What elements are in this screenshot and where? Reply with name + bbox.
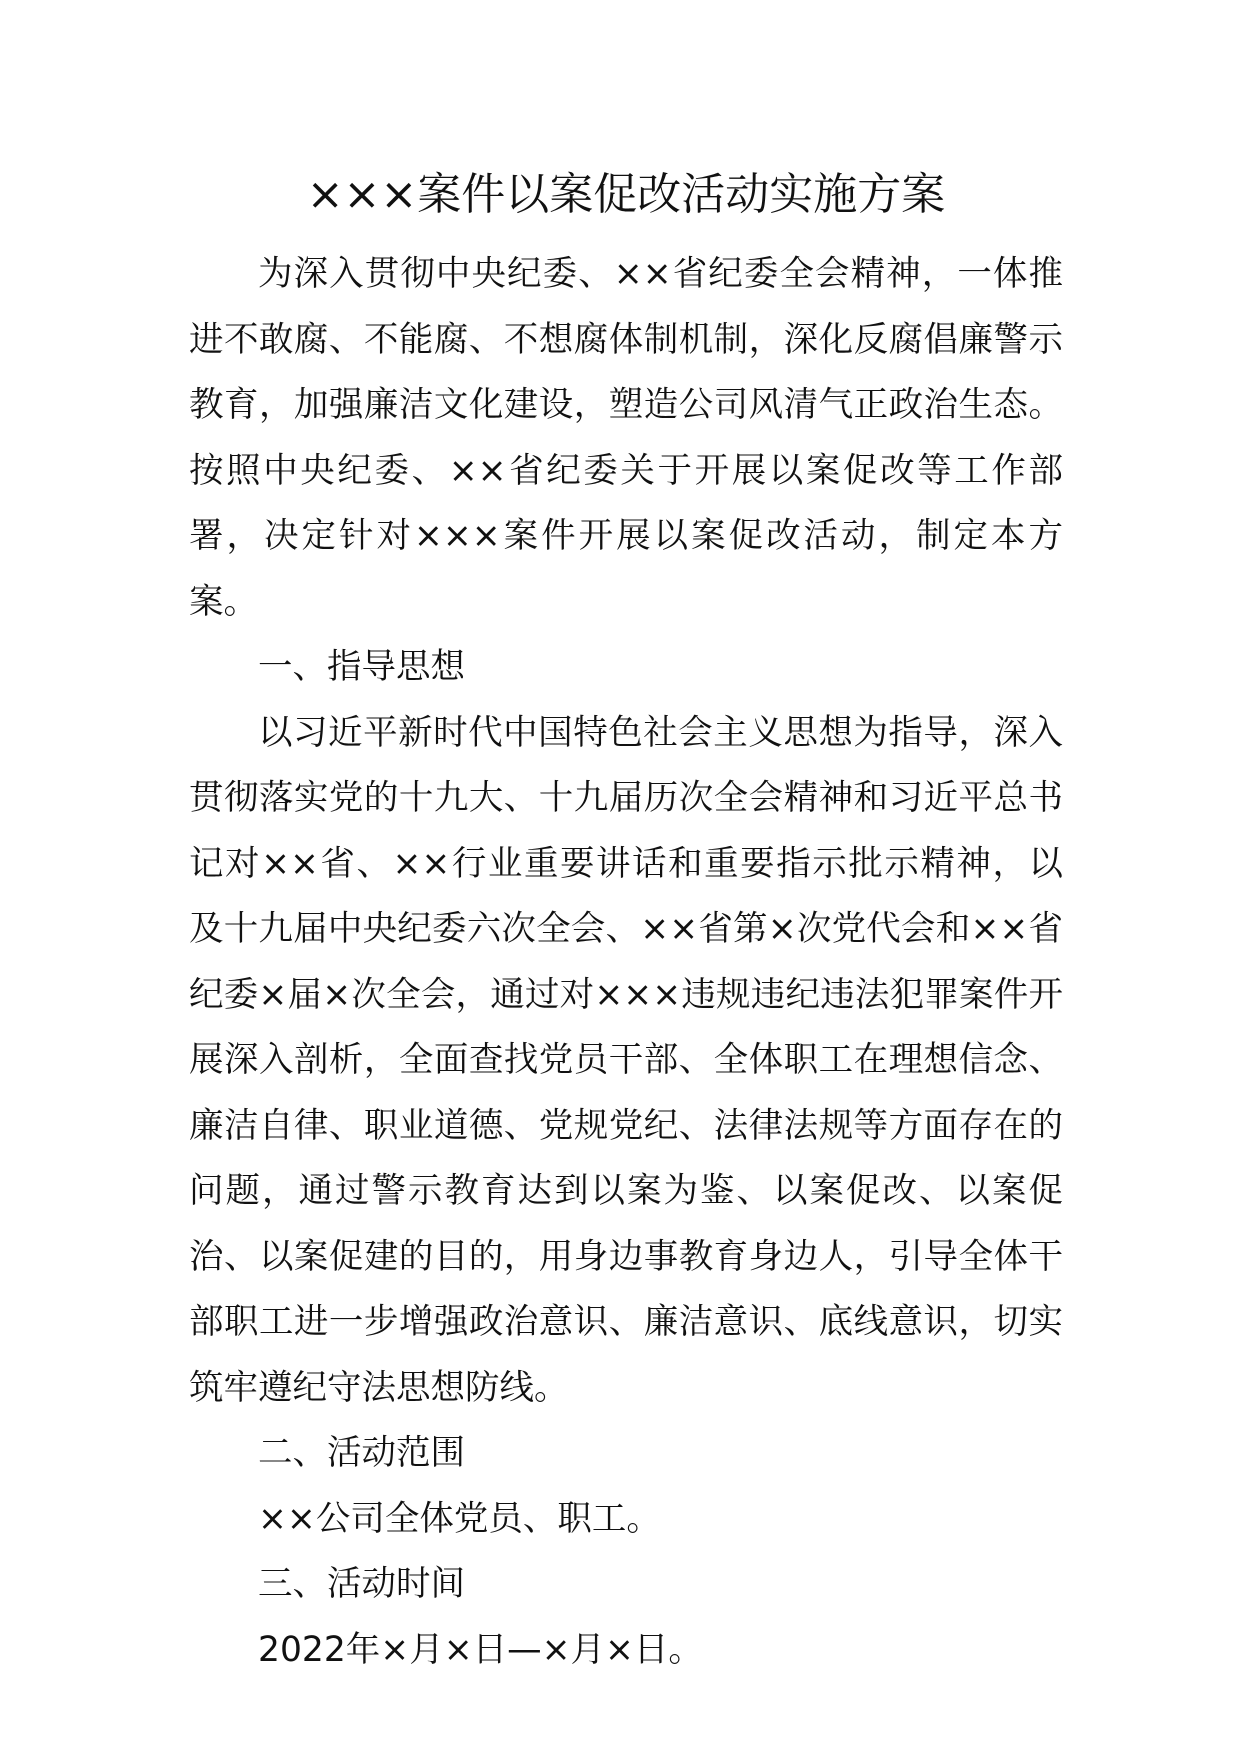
intro-paragraph: 为深入贯彻中央纪委、××省纪委全会精神，一体推进不敢腐、不能腐、不想腐体制机制，深化反腐倡廉警示教育，加强廉洁文化建设，塑造公司风清气正政治生态。按照中央纪委、××省纪委关于开展以案促改等工作部署，决定针对×××案件开展以案促改活动，制定本方案。 bbox=[189, 254, 1063, 622]
section-heading-guiding-ideology: 一、指导思想 bbox=[258, 647, 465, 687]
document-page bbox=[189, 160, 1063, 1683]
activity-scope-paragraph: ××公司全体党员、职工。 bbox=[258, 1498, 661, 1539]
document-title: ×××案件以案促改活动实施方案 bbox=[306, 169, 946, 220]
section-heading-activity-time: 三、活动时间 bbox=[258, 1564, 465, 1604]
section-heading-activity-scope: 二、活动范围 bbox=[258, 1433, 465, 1473]
guiding-ideology-paragraph: 以习近平新时代中国特色社会主义思想为指导，深入贯彻落实党的十九大、十九届历次全会精神和习近平总书记对××省、××行业重要讲话和重要指示批示精神，以及十九届中央纪委六次全会、××省第×次党代会和××省纪委×届×次全会，通过对×××违规违纪违法犯罪案件开展深入剖析，全面查找党员干部、全体职工在理想信念、廉洁自律、职业道德、党规党纪、法律法规等方面存在的问题，通过警示教育达到以案为鉴、以案促改、以案促治、以案促建的目的，用身边事教育身边人，引导全体干部职工进一步增强政治意识、廉洁意识、底线意识，切实筑牢遵纪守法思想防线。 bbox=[189, 712, 1063, 1408]
activity-time-paragraph: 2022年×月×日—×月×日。 bbox=[258, 1629, 703, 1670]
